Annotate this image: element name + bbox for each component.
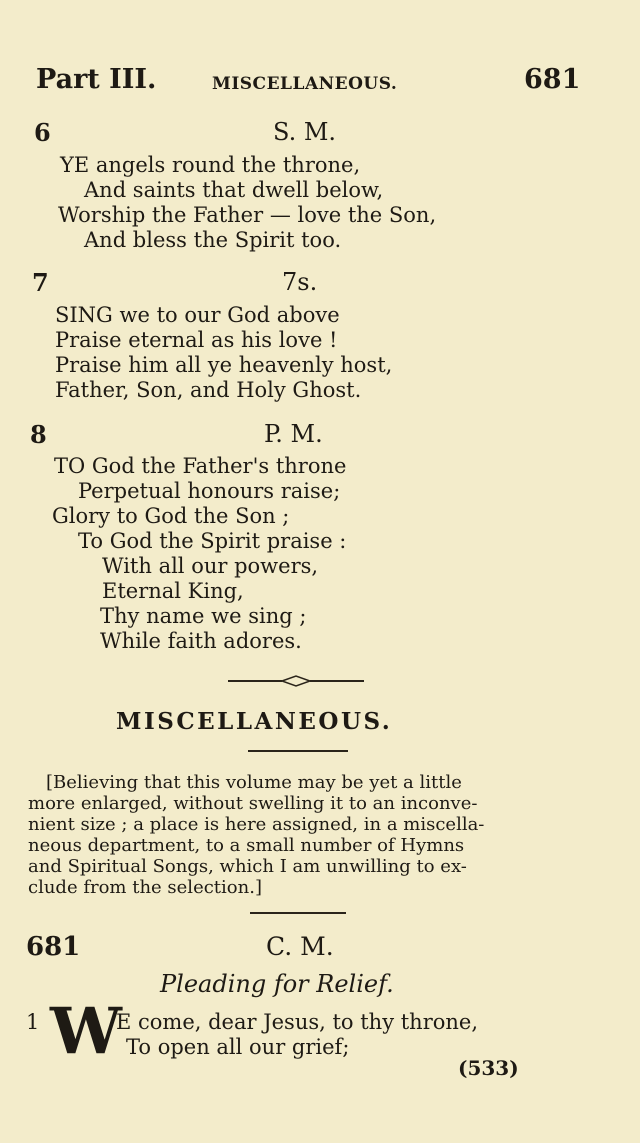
verse-line: With all our powers, xyxy=(102,554,319,578)
verse-line: To open all our grief; xyxy=(126,1035,350,1059)
verse-line: Glory to God the Son ; xyxy=(52,504,290,528)
preface-line: neous department, to a small number of Hymns xyxy=(28,835,465,856)
hymn-meter: C. M. xyxy=(266,932,334,961)
signature-mark: (533) xyxy=(458,1056,519,1080)
preface-rule xyxy=(250,912,346,914)
preface-paragraph xyxy=(28,772,568,898)
verse-line: Worship the Father — love the Son, xyxy=(58,203,437,227)
hymn-number: 681 xyxy=(26,932,81,962)
title-rule xyxy=(248,750,348,752)
verse-line: Praise him all ye heavenly host, xyxy=(55,353,393,377)
doxology-meter: P. M. xyxy=(264,420,323,448)
doxology-number: 7 xyxy=(32,268,49,297)
doxology-number: 6 xyxy=(34,118,51,147)
preface-line: nient size ; a place is here assigned, in a miscella- xyxy=(28,814,485,835)
page-number: 681 xyxy=(524,64,581,95)
verse-line: YE angels round the throne, xyxy=(60,153,361,177)
doxology-meter: S. M. xyxy=(273,118,337,146)
verse-line: While faith adores. xyxy=(100,629,302,653)
verse-line: To God the Spirit praise : xyxy=(78,529,347,553)
section-header: MISCELLANEOUS. xyxy=(212,74,398,94)
preface-line: [Believing that this volume may be yet a little xyxy=(46,772,462,793)
verse-line: Praise eternal as his love ! xyxy=(55,328,338,352)
drop-cap: W xyxy=(50,994,122,1069)
verse-line: Father, Son, and Holy Ghost. xyxy=(55,378,362,402)
verse-line: SING we to our God above xyxy=(55,303,340,327)
verse-line: TO God the Father's throne xyxy=(54,454,347,478)
verse-line: And bless the Spirit too. xyxy=(84,228,342,252)
ornament-divider-icon xyxy=(228,672,364,690)
doxology-number: 8 xyxy=(30,420,47,449)
verse-number: 1 xyxy=(26,1010,40,1034)
verse-line: Eternal King, xyxy=(102,579,244,603)
hymn-title: Pleading for Relief. xyxy=(160,970,394,998)
section-title: MISCELLANEOUS. xyxy=(116,708,393,735)
verse-line: And saints that dwell below, xyxy=(84,178,384,202)
preface-line: clude from the selection.] xyxy=(28,877,262,898)
part-label: Part III. xyxy=(36,64,157,95)
verse-line: Thy name we sing ; xyxy=(100,604,307,628)
doxology-meter: 7s. xyxy=(282,268,318,296)
verse-line: Perpetual honours raise; xyxy=(78,479,341,503)
preface-line: and Spiritual Songs, which I am unwilling to ex- xyxy=(28,856,467,877)
verse-line: E come, dear Jesus, to thy throne, xyxy=(116,1010,479,1034)
preface-line: more enlarged, without swelling it to an inconve- xyxy=(28,793,478,814)
